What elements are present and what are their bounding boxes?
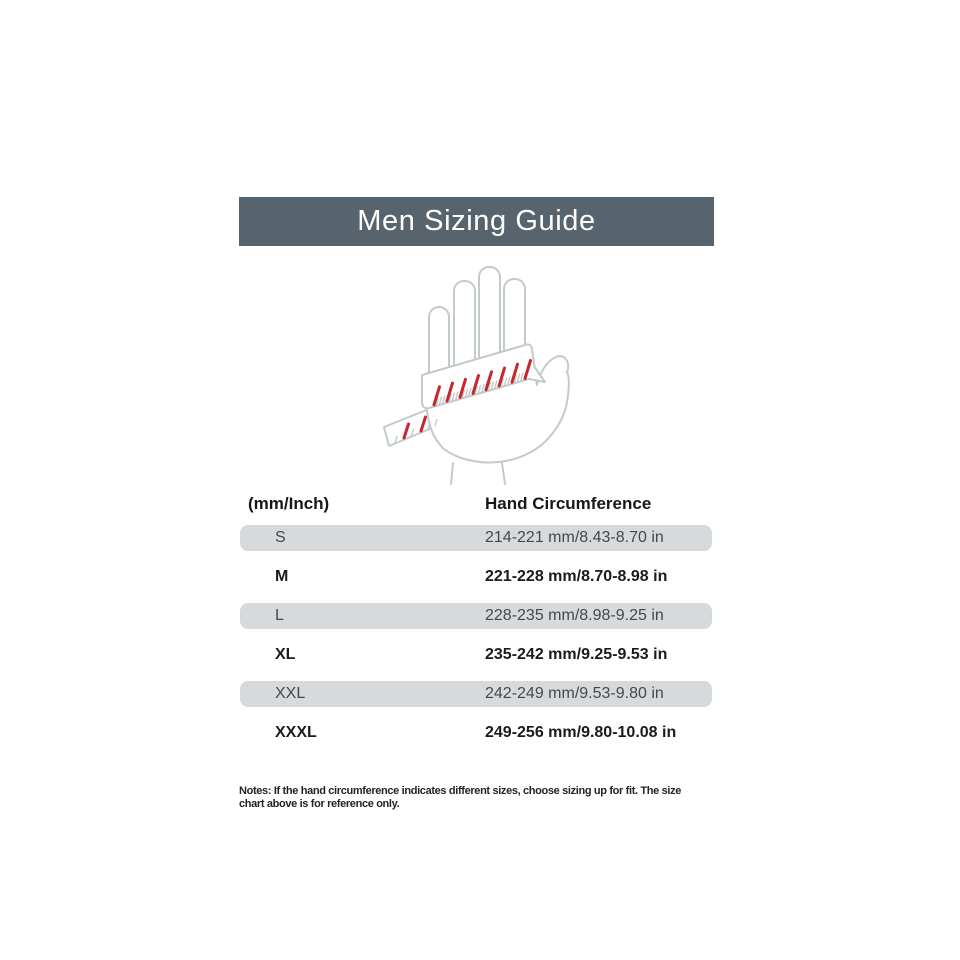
size-table	[240, 494, 712, 759]
notes	[239, 785, 739, 811]
size-range: 214-221 mm/8.43-8.70 in	[485, 529, 664, 546]
hand-measuring-tape-illustration	[360, 250, 610, 485]
size-range: 228-235 mm/8.98-9.25 in	[485, 607, 664, 624]
size-label: XXXL	[275, 724, 317, 741]
table-row	[240, 564, 712, 590]
size-range: 242-249 mm/9.53-9.80 in	[485, 685, 664, 702]
column-header-size-unit: (mm/Inch)	[248, 494, 330, 513]
table-row	[240, 720, 712, 746]
table-row	[240, 681, 712, 707]
size-label: XXL	[275, 685, 306, 702]
table-header-row	[240, 494, 712, 516]
notes-line-2: chart above is for reference only.	[239, 798, 400, 810]
title-banner	[239, 197, 714, 246]
size-range: 235-242 mm/9.25-9.53 in	[485, 646, 668, 663]
size-label: S	[275, 529, 286, 546]
table-row	[240, 642, 712, 668]
size-label: XL	[275, 646, 296, 663]
size-range: 249-256 mm/9.80-10.08 in	[485, 724, 677, 741]
page-title: Men Sizing Guide	[357, 205, 596, 237]
notes-line-1: Notes: If the hand circumference indicates different sizes, choose sizing up for fit. The size	[239, 785, 682, 797]
table-row	[240, 525, 712, 551]
column-header-hand-circumference: Hand Circumference	[485, 494, 652, 513]
size-label: L	[275, 607, 284, 624]
table-row	[240, 603, 712, 629]
size-range: 221-228 mm/8.70-8.98 in	[485, 568, 668, 585]
hand-measuring-tape-icon	[360, 250, 610, 485]
size-label: M	[275, 568, 289, 585]
